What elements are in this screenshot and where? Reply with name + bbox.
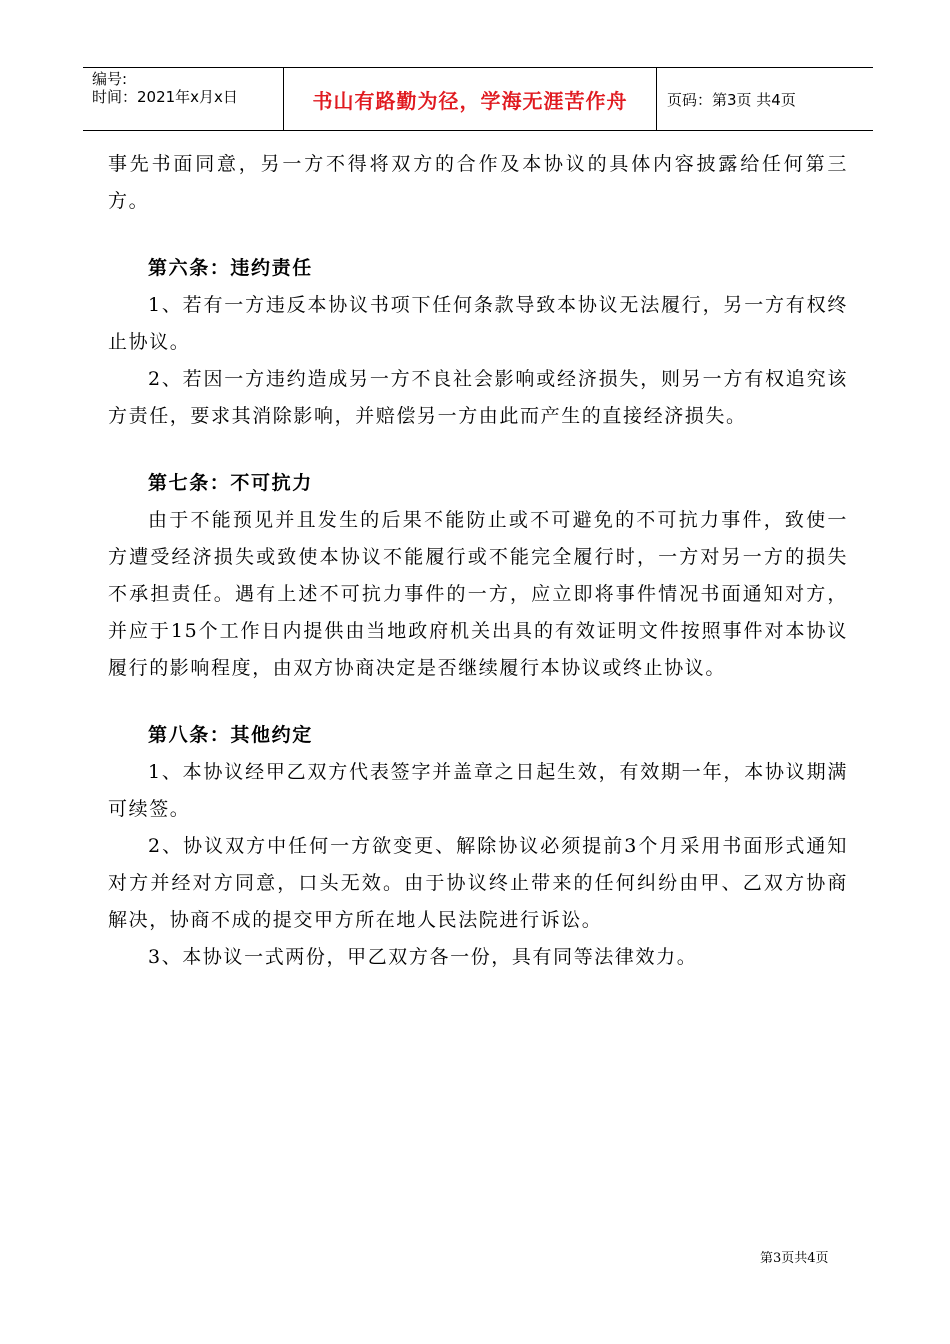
article-6-item-2: 2、若因一方违约造成另一方不良社会影响或经济损失，则另一方有权追究该方责任，要求其消除影响，并赔偿另一方由此而产生的直接经济损失。 xyxy=(108,368,848,427)
continuation-paragraph: 事先书面同意，另一方不得将双方的合作及本协议的具体内容披露给任何第三方。 xyxy=(108,153,848,212)
article-8-title: 第八条：其他约定 xyxy=(148,724,313,746)
number-label: 编号: xyxy=(92,70,128,88)
header-meta xyxy=(83,68,284,130)
article-8-item-3: 3、本协议一式两份，甲乙双方各一份，具有同等法律效力。 xyxy=(148,946,698,968)
time-label: 时间：2021年x月x日 xyxy=(92,88,238,106)
header-page-label: 页码：第3页 共4页 xyxy=(667,90,796,109)
article-6-title: 第六条：违约责任 xyxy=(148,257,313,279)
article-8-item-1: 1、本协议经甲乙双方代表签字并盖章之日起生效，有效期一年，本协议期满可续签。 xyxy=(108,761,848,820)
article-7-title: 第七条：不可抗力 xyxy=(148,472,313,494)
header-motto: 书山有路勤为径，学海无涯苦作舟 xyxy=(284,68,657,130)
page-header xyxy=(83,67,873,131)
article-7-body: 由于不能预见并且发生的后果不能防止或不可避免的不可抗力事件，致使一方遭受经济损失或致使本协议不能履行或不能完全履行时，一方对另一方的损失不承担责任。遇有上述不可抗力事件的一方，应立即将事件情况书面通知对方，并应于15个工作日内提供由当地政府机关出具的有效证明文件按照事件对本协议履行的影响程度，由双方协商决定是否继续履行本协议或终止协议。 xyxy=(108,509,848,679)
document-body xyxy=(108,146,848,976)
page-footer: 第3页共4页 xyxy=(760,1251,829,1266)
article-6-item-1: 1、若有一方违反本协议书项下任何条款导致本协议无法履行，另一方有权终止协议。 xyxy=(108,294,848,353)
article-8-item-2: 2、协议双方中任何一方欲变更、解除协议必须提前3个月采用书面形式通知对方并经对方同意，口头无效。由于协议终止带来的任何纠纷由甲、乙双方协商解决，协商不成的提交甲方所在地人民法院进行诉讼。 xyxy=(108,835,848,931)
